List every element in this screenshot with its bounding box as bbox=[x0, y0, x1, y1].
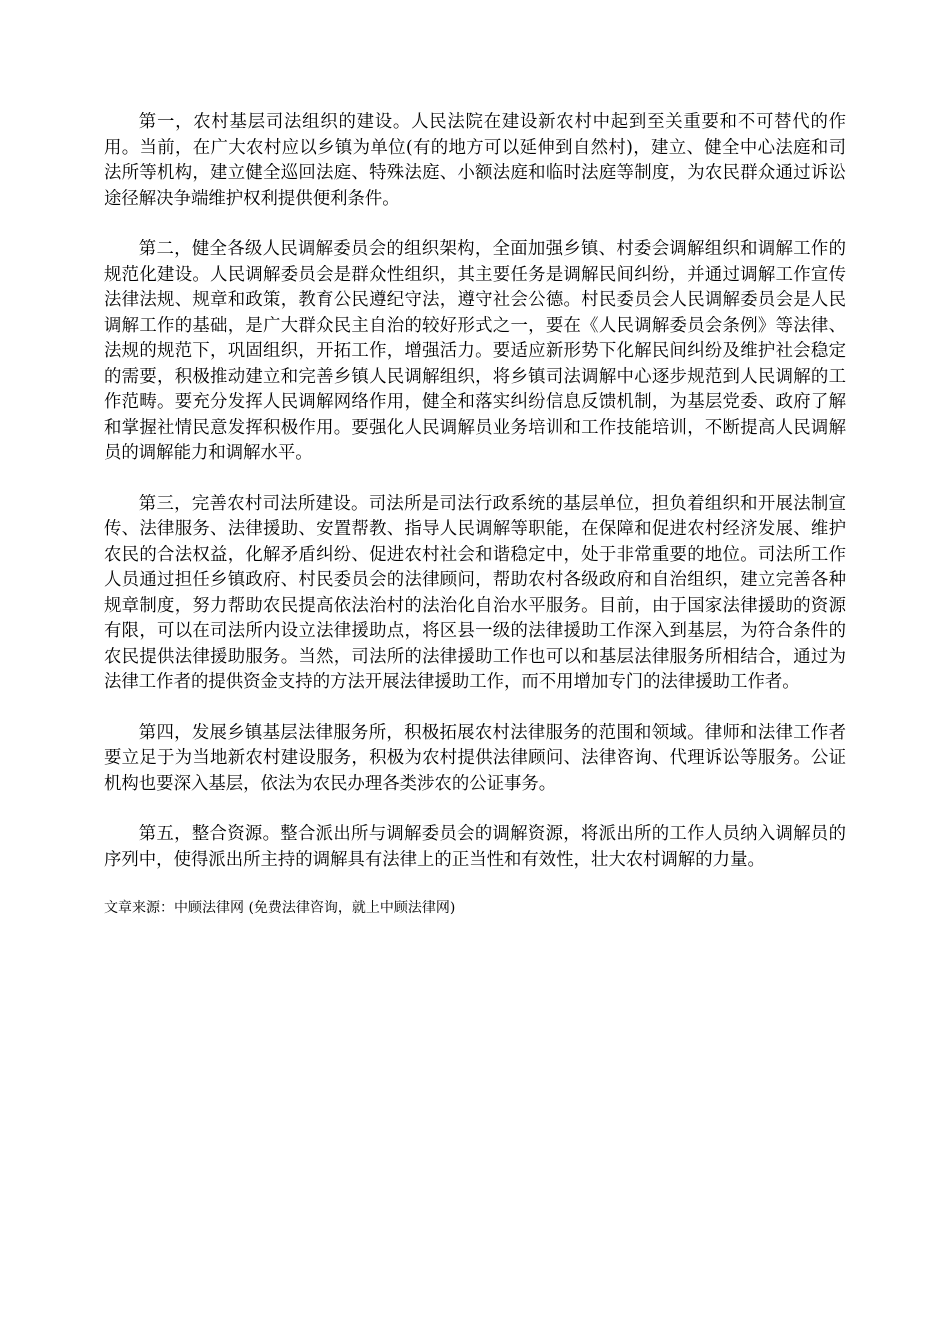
document-page bbox=[104, 110, 846, 918]
paragraph-5: 第五，整合资源。整合派出所与调解委员会的调解资源，将派出所的工作人员纳入调解员的序列中，使得派出所主持的调解具有法律上的正当性和有效性，壮大农村调解的力量。 bbox=[104, 824, 846, 870]
paragraph-1: 第一，农村基层司法组织的建设。人民法院在建设新农村中起到至关重要和不可替代的作用。当前，在广大农村应以乡镇为单位(有的地方可以延伸到自然村)，建立、健全中心法庭和司法所等机构，建立健全巡回法庭、特殊法庭、小额法庭和临时法庭等制度，为农民群众通过诉讼途径解决争端维护权利提供便利条件。 bbox=[104, 112, 846, 209]
source-line: 文章来源：中顾法律网 (免费法律咨询，就上中顾法律网) bbox=[104, 900, 456, 916]
paragraph-4: 第四，发展乡镇基层法律服务所，积极拓展农村法律服务的范围和领域。律师和法律工作者要立足于为当地新农村建设服务，积极为农村提供法律顾问、法律咨询、代理诉讼等服务。公证机构也要深入基层，依法为农民办理各类涉农的公证事务。 bbox=[104, 722, 846, 794]
paragraph-3: 第三，完善农村司法所建设。司法所是司法行政系统的基层单位，担负着组织和开展法制宣传、法律服务、法律援助、安置帮教、指导人民调解等职能，在保障和促进农村经济发展、维护农民的合法权益，化解矛盾纠纷、促进农村社会和谐稳定中，处于非常重要的地位。司法所工作人员通过担任乡镇政府、村民委员会的法律顾问，帮助农村各级政府和自治组织，建立完善各种规章制度，努力帮助农民提高依法治村的法治化自治水平服务。目前，由于国家法律援助的资源有限，可以在司法所内设立法律援助点，将区县一级的法律援助工作深入到基层，为符合条件的农民提供法律援助服务。当然，司法所的法律援助工作也可以和基层法律服务所相结合，通过为法律工作者的提供资金支持的方法开展法律援助工作，而不用增加专门的法律援助工作者。 bbox=[104, 493, 846, 692]
paragraph-2: 第二，健全各级人民调解委员会的组织架构，全面加强乡镇、村委会调解组织和调解工作的规范化建设。人民调解委员会是群众性组织，其主要任务是调解民间纠纷，并通过调解工作宣传法律法规、规章和政策，教育公民遵纪守法，遵守社会公德。村民委员会人民调解委员会是人民调解工作的基础，是广大群众民主自治的较好形式之一，要在《人民调解委员会条例》等法律、法规的规范下，巩固组织，开拓工作，增强活力。要适应新形势下化解民间纠纷及维护社会稳定的需要，积极推动建立和完善乡镇人民调解组织，将乡镇司法调解中心逐步规范到人民调解的工作范畴。要充分发挥人民调解网络作用，健全和落实纠纷信息反馈机制，为基层党委、政府了解和掌握社情民意发挥积极作用。要强化人民调解员业务培训和工作技能培训，不断提高人民调解员的调解能力和调解水平。 bbox=[104, 239, 846, 463]
